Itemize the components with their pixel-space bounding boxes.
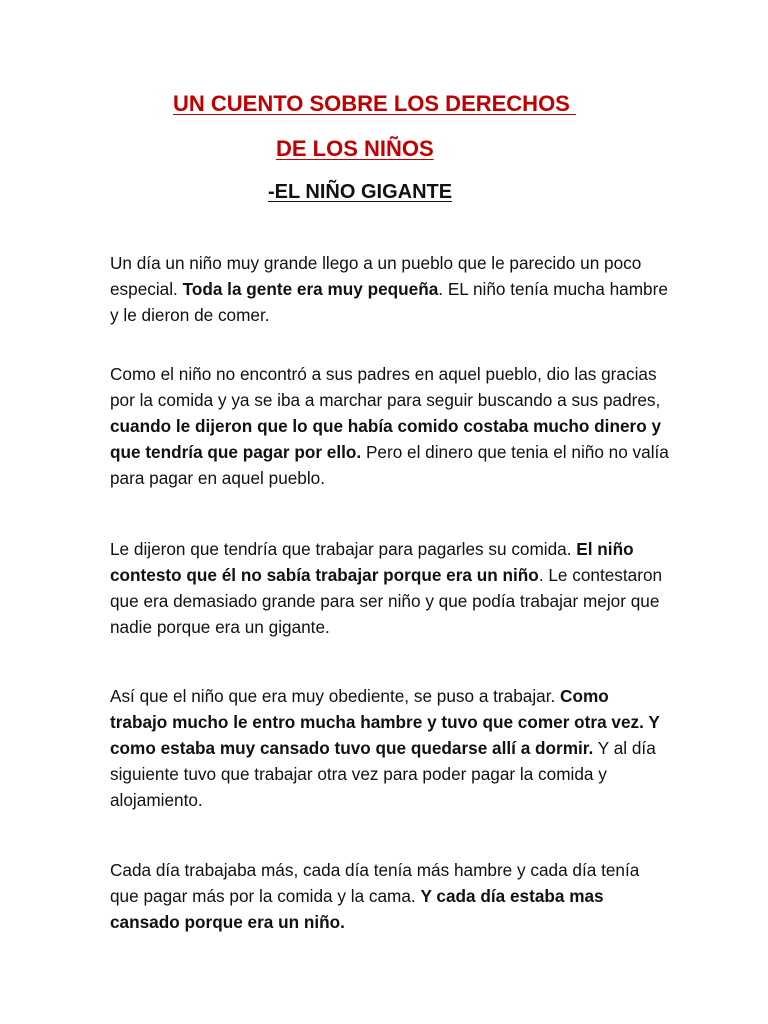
paragraph-bold-text: Como trabajo mucho le entro mucha hambre y tuvo que comer otra vez. Y como estaba muy cansado tuvo que quedarse allí a dormir. bbox=[110, 686, 660, 758]
paragraph-text: Un día un niño muy grande llego a un pueblo que le parecido un poco especial. bbox=[110, 253, 642, 299]
paragraph-text: Y al día siguiente tuvo que trabajar otra vez para poder pagar la comida y alojamiento. bbox=[110, 738, 656, 810]
paragraph-bold-text: El niño contesto que él no sabía trabajar porque era un niño bbox=[110, 539, 634, 585]
paragraph-text: Pero el dinero que tenia el niño no valía para pagar en aquel pueblo. bbox=[110, 442, 669, 488]
paragraph-text: . Le contestaron que era demasiado grande para ser niño y que podía trabajar mejor que nadie porque era un gigante. bbox=[110, 565, 663, 637]
paragraph bbox=[110, 361, 670, 491]
paragraph-text: Le dijeron que tendría que trabajar para pagarles su comida. bbox=[110, 539, 577, 559]
paragraph-text: Así que el niño que era muy obediente, se puso a trabajar. bbox=[110, 686, 561, 706]
paragraph-text: Como el niño no encontró a sus padres en aquel pueblo, dio las gracias por la comida y ya se iba a marchar para seguir buscando a sus padres, bbox=[110, 364, 661, 410]
paragraph-bold-text: Y cada día estaba mas cansado porque era un niño. bbox=[110, 886, 604, 932]
paragraph bbox=[110, 683, 670, 813]
paragraph bbox=[110, 857, 670, 935]
title-line-1: UN CUENTO SOBRE LOS DERECHOS bbox=[173, 91, 576, 116]
story-subtitle: -EL NIÑO GIGANTE bbox=[268, 181, 453, 203]
paragraph-bold-text: Toda la gente era muy pequeña bbox=[182, 279, 439, 299]
paragraph bbox=[110, 250, 670, 328]
paragraph-text: Cada día trabajaba más, cada día tenía más hambre y cada día tenía que pagar más por la comida y la cama. bbox=[110, 860, 640, 906]
paragraph-bold-text: cuando le dijeron que lo que había comido costaba mucho dinero y que tendría que pagar por ello. bbox=[110, 416, 662, 462]
title-line-2: DE LOS NIÑOS bbox=[276, 136, 434, 161]
paragraph bbox=[110, 536, 670, 640]
paragraph-text: . EL niño tenía mucha hambre y le dieron de comer. bbox=[110, 279, 668, 325]
